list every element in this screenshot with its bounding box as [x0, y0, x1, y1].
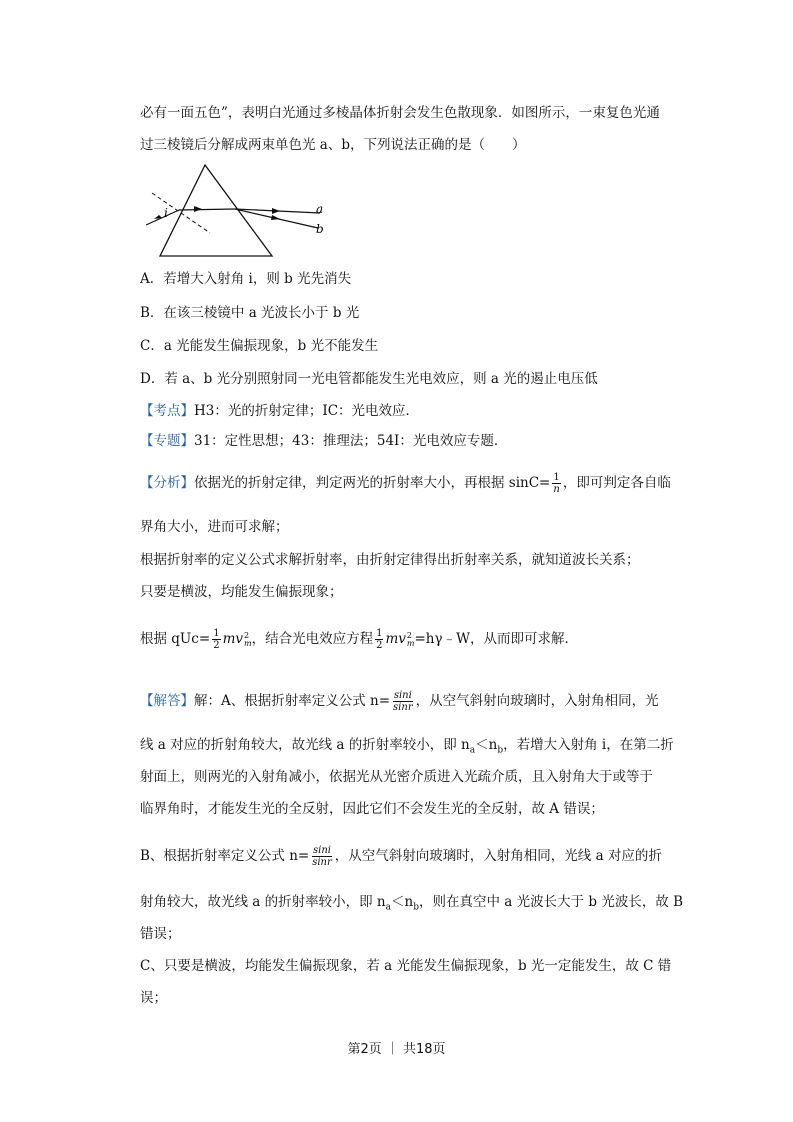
jieda-line-4: 临界角时，才能发生光的全反射，因此它们不会发生光的全反射，故 A 错误； [140, 801, 604, 817]
sub-a-1: a [469, 745, 476, 756]
exp-2 [407, 632, 415, 648]
page-footer: 第2页 ｜ 共18页 [347, 1042, 446, 1057]
question-line-2: 过三棱镜后分解成两束单色光 a、b，下列说法正确的是（ ） [140, 137, 526, 153]
kaodian-line [140, 402, 419, 420]
jieda-b-pre: B、根据折射率定义公式 n= [140, 848, 310, 864]
frac-den: n [553, 484, 560, 495]
option-a: A．若增大入射角 i，则 b 光先消失 [140, 271, 352, 287]
label-a: a [316, 202, 324, 216]
jieda-b-line-2 [140, 893, 683, 917]
kaodian-tag: 【考点】 [140, 403, 194, 419]
jieda-a2-pre: 线 a 对应的折射角较大，故光线 a 的折射率较小，即 n [140, 737, 470, 753]
mv-2: mv [385, 631, 406, 647]
option-c: C．a 光能发生偏振现象，b 光不能发生 [140, 338, 379, 354]
sin-den-2: sinr [312, 857, 332, 868]
half-den-2: 2 [376, 640, 383, 651]
prism-figure [140, 160, 340, 260]
sin-den-1: sinr [393, 702, 413, 713]
jieda-line-1 [140, 690, 659, 713]
zhuanti-text: 31：定性思想；43：推理法；54I：光电效应专题． [194, 433, 508, 449]
mv-1: mv [222, 631, 243, 647]
zhuanti-line [140, 432, 507, 450]
lt-2: ＜n [391, 894, 414, 910]
frac-num: 1 [553, 472, 560, 483]
exp-1 [244, 632, 252, 648]
fenxi-text-1a: 依据光的折射定律，判定两光的折射率大小，再根据 sinC= [194, 475, 551, 491]
fenxi-line-3: 根据折射率的定义公式求解折射率，由折射定律得出折射率关系，就知道波长关系； [140, 552, 640, 568]
fraction-1-over-n [552, 472, 560, 495]
sub-1: m [244, 638, 252, 648]
fenxi-text-5c: =hγ﹣W，从而即可求解． [414, 631, 578, 647]
label-i: i [164, 206, 168, 220]
sub-b-2: b [413, 902, 419, 913]
jieda-b-line-3: 错误； [140, 926, 181, 942]
zhuanti-tag: 【专题】 [140, 433, 194, 449]
jieda-b2-pre: 射角较大，故光线 a 的折射率较小，即 n [140, 894, 386, 910]
jieda-a-post: ，从空气斜射向玻璃时，入射角相同，光 [415, 693, 659, 709]
jieda-c-line-2: 误； [140, 990, 167, 1006]
half-num-2: 1 [376, 628, 383, 639]
jieda-b-post: ，从空气斜射向玻璃时，入射角相同，光线 a 对应的折 [334, 848, 662, 864]
half-den-1: 2 [213, 640, 220, 651]
jieda-b2-post: ，则在真空中 a 光波长大于 b 光波长，故 B [418, 894, 684, 910]
sup-1: 2 [244, 630, 250, 640]
option-b: B．在该三棱镜中 a 光波长小于 b 光 [140, 305, 360, 321]
sub-2: m [406, 638, 415, 648]
sin-num-1: sini [393, 690, 412, 701]
normal-line [152, 193, 210, 233]
jieda-line-2 [140, 736, 674, 760]
lt-1: ＜n [475, 737, 498, 753]
fenxi-line-1 [140, 472, 671, 495]
fraction-sini-sinr-1 [392, 690, 414, 713]
jieda-tag: 【解答】 [140, 693, 194, 709]
sup-2: 2 [406, 630, 412, 640]
jieda-a2-post: ，若增大入射角 i，在第二折 [503, 737, 674, 753]
label-b: b [316, 222, 324, 236]
jieda-c-line-1: C、只要是横波，均能发生偏振现象，若 a 光能发生偏振现象，b 光一定能发生，故 C 错 [140, 958, 672, 974]
ray-a-arrow-icon [272, 208, 280, 214]
sin-num-2: sini [313, 845, 331, 856]
kaodian-text: H3：光的折射定律；IC：光电效应． [194, 403, 420, 419]
fenxi-text-5a: 根据 qUc= [140, 631, 211, 647]
fraction-half-1 [212, 628, 220, 651]
fenxi-line-4: 只要是横波，均能发生偏振现象； [140, 584, 343, 600]
question-line-1: 必有一面五色”，表明白光通过多棱晶体折射会发生色散现象．如图所示，一束复色光通 [140, 105, 660, 121]
sub-b-1: b [497, 745, 504, 756]
fenxi-line-5 [140, 628, 578, 651]
half-num-1: 1 [213, 628, 220, 639]
fenxi-text-5b: ，结合光电效应方程 [251, 631, 374, 647]
jieda-b-line-1 [140, 845, 662, 868]
fraction-sini-sinr-2 [311, 845, 333, 868]
fenxi-text-1b: ，即可判定各自临 [562, 475, 671, 491]
internal-ray [179, 209, 235, 210]
incident-ray [146, 210, 179, 225]
option-d: D．若 a、b 光分别照射同一光电管都能发生光电效应，则 a 光的遏止电压低 [140, 371, 598, 387]
sub-a-2: a [385, 902, 391, 913]
internal-arrow-icon [194, 206, 202, 212]
jieda-line-3: 射面上，则两光的入射角减小，依据光从光密介质进入光疏介质，且入射角大于或等于 [140, 769, 653, 785]
fraction-half-2 [375, 628, 383, 651]
jieda-a-pre: 解：A、根据折射率定义公式 n= [194, 693, 391, 709]
fenxi-tag: 【分析】 [140, 475, 194, 491]
fenxi-line-2: 界角大小，进而可求解； [140, 519, 289, 535]
